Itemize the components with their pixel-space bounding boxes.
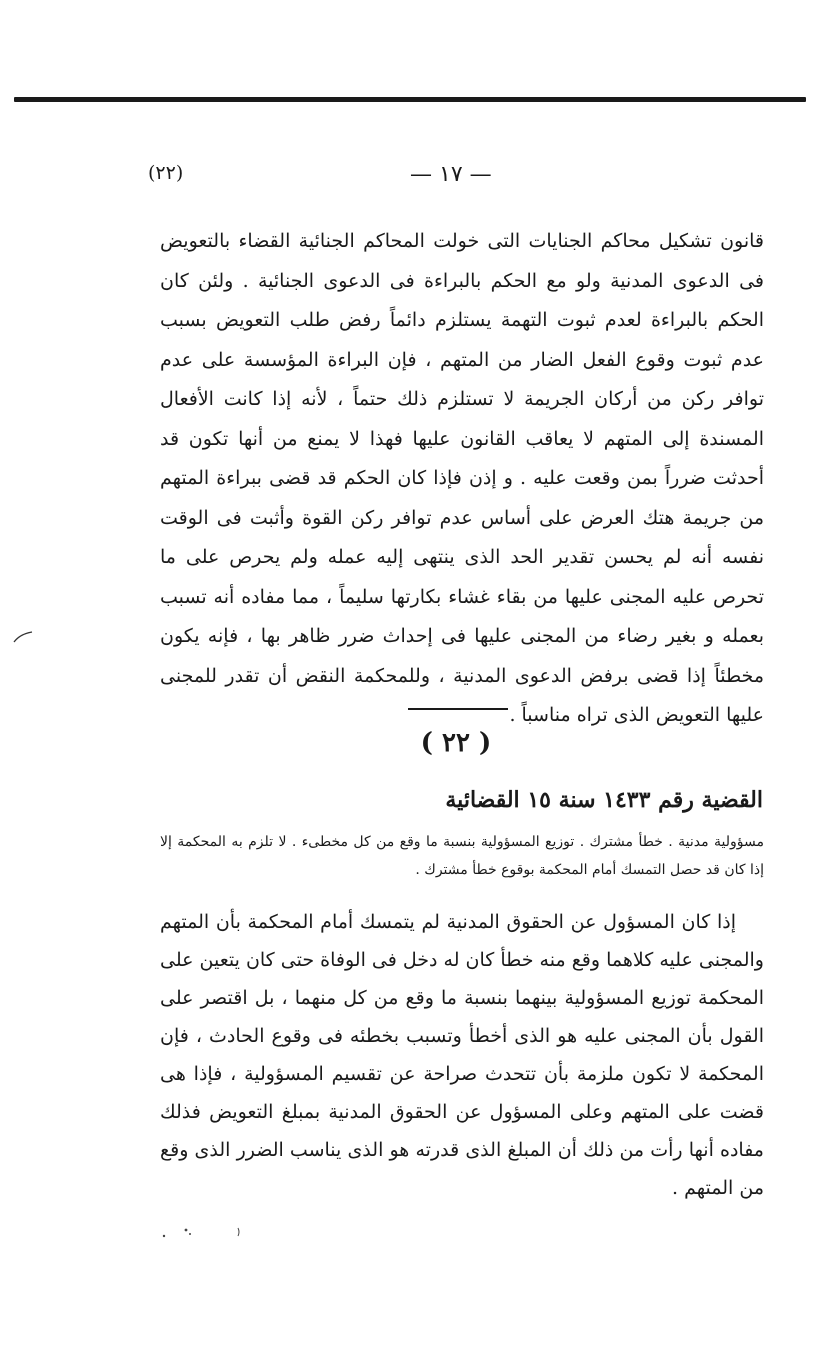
running-case-ref: (٢٢): [148, 162, 184, 184]
case-summary-text: مسؤولية مدنية . خطأ مشترك . توزيع المسؤولية بنسبة ما وقع من كل مخطىء . لا تلزم به المحكمة إلا إذا كان قد حصل التمسك أمام المحكمة بوقوع خطأ مشترك .: [160, 834, 764, 878]
case-body: [160, 903, 764, 1207]
case-body-paragraph: إذا كان المسؤول عن الحقوق المدنية لم يتمسك أمام المحكمة بأن المتهم والمجنى عليه كلاهما وقع منه خطأ كان له دخل فى الوفاة حتى كان يتعين على المحكمة توزيع المسؤولية بينهما بنسبة ما وقع من كل منهما ، بل اقتصر على القول بأن المجنى عليه هو الذى أخطأ وتسبب بخطئه فى وقوع الحادث ، فإن المحكمة لا تكون ملزمة بأن تتحدث صراحة عن تقسيم المسؤولية ، فإذا هى قضت على المتهم وعلى المسؤول عن الحقوق المدنية بمبلغ التعويض فذلك مفاده أنها رأت من ذلك أن المبلغ الذى قدرته هو الذى يناسب الضرر الذى وقع من المتهم .: [160, 911, 764, 1199]
case-title: القضية رقم ١٤٣٣ سنة ١٥ القضائية: [445, 787, 763, 813]
margin-pencil-mark: [12, 630, 34, 644]
previous-case-text: [160, 222, 764, 736]
section-separator: [408, 708, 508, 710]
page-header: [148, 162, 706, 192]
page-number: — ١٧ —: [410, 162, 492, 187]
previous-case-paragraph: قانون تشكيل محاكم الجنايات التى خولت المحاكم الجنائية القضاء بالتعويض فى الدعوى المدنية ولو مع الحكم بالبراءة فى الدعوى الجنائية . ولئن كان الحكم بالبراءة لعدم ثبوت التهمة يستلزم دائماً رفض طلب التعويض بسبب عدم ثبوت وقوع الفعل الضار من المتهم ، فإن البراءة المؤسسة على عدم توافر ركن من أركان الجريمة لا تستلزم ذلك حتماً ، لأنه إذا كانت الأفعال المسندة إلى المتهم لا يعاقب القانون عليها فهذا لا يمنع من أنها تكون قد أحدثت ضرراً بمن وقعت عليه . و إذن فإذا كان الحكم قد قضى ببراءة المتهم من جريمة هتك العرض على أساس عدم توافر ركن القوة وأثبت فى الوقت نفسه أنه لم يحسن تقدير الحد الذى ينتهى إليه عمله ولم يحرص على ما تحرص عليه المجنى عليها من بقاء غشاء بكارتها سليماً ، مما مفاده أنه تسبب بعمله و بغير رضاء من المجنى عليها فى إحداث ضرر ظاهر بها ، فإنه يكون مخطئاً إذا قضى برفض الدعوى المدنية ، وللمحكمة النقض أن تقدر للمجنى عليها التعويض الذى تراه مناسباً .: [160, 230, 764, 726]
case-summary: [160, 828, 764, 884]
bottom-specks: [160, 1224, 250, 1240]
case-number-heading: ( ٢٢ ): [420, 728, 492, 758]
top-rule: [14, 97, 806, 102]
